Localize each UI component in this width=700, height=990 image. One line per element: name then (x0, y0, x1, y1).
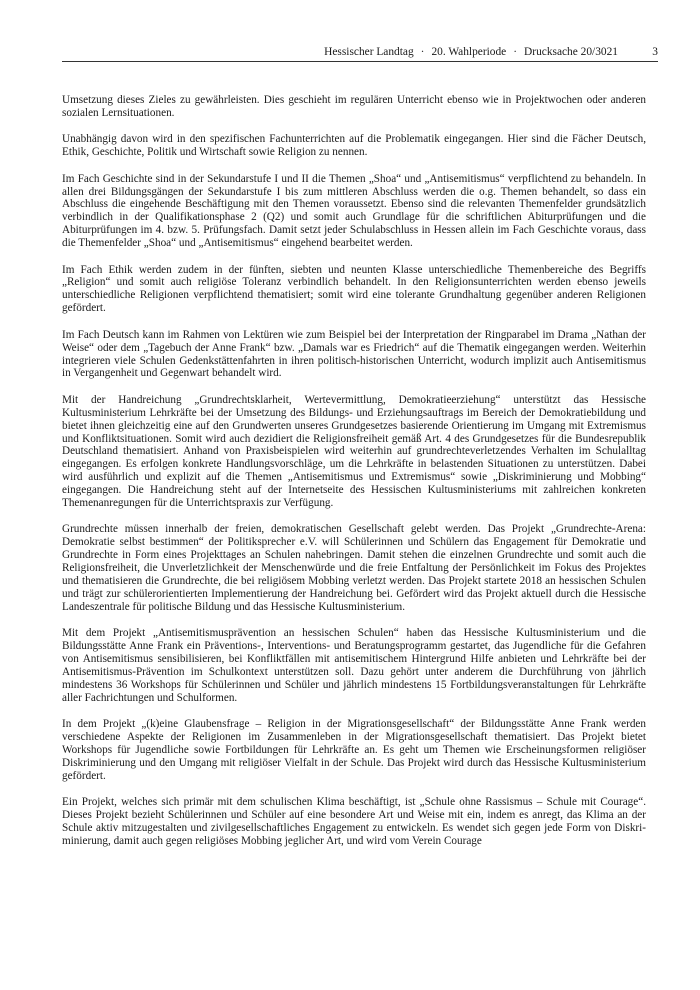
header-separator: · (513, 46, 518, 58)
body-text (62, 94, 646, 848)
paragraph: Im Fach Deutsch kann im Rahmen von Lektüren wie zum Beispiel bei der Interpretation der Ringparabel im Drama „Nathan der Weise“ oder dem „Tagebuch der Anne Frank“ bzw. „Damals war es Friedrich“ auf die Thematik eingegangen werden. Weiterhin integrieren viele Schulen Gedenkstättenfahrten in ihren politisch-historischen Unterricht, wodurch implizit auch Antisemitismus in Vergangenheit und Gegenwart behandelt wird. (62, 328, 646, 380)
header-separator: · (420, 46, 425, 58)
page-header (62, 45, 658, 61)
paragraph: In dem Projekt „(k)eine Glaubensfrage – Religion in der Migrationsgesellschaft“ der Bildungsstätte Anne Frank werden verschiedene Aspekte der Religionen im Zusammenleben in der Migrationsgesellschaft thematisiert. Das Projekt bietet Workshops für Jugendliche sowie Fortbildungen für Lehrkräfte an. Es geht um Themen wie Erscheinungsformen religiöser Diskriminierung und den Umgang mit religiöser Vielfalt in der Schule. Das Projekt wird durch das Hessische Kultusministerium gefördert. (62, 718, 646, 782)
header-parliament: Hessischer Landtag (324, 46, 414, 58)
header-rule (62, 61, 658, 62)
paragraph: Mit dem Projekt „Antisemitismusprävention an hessischen Schulen“ haben das Hessische Kultusministerium und die Bildungsstätte Anne Frank ein Präventions-, Interventions- und Beratungsprogramm gestartet, das Jugendliche für die Gefahren von Antisemitismus sensibilisieren, bei Konfliktfällen mit antisemitischem Hintergrund Hilfe anbieten und Lehrkräfte bei der Antisemitismus-Prävention im Schulkontext unterstützen soll. Dazu gehört unter anderem die Durchführung von jährlich mindestens 36 Workshops für Schülerinnen und Schüler und jährlich mindestens 15 Fortbildungsveranstaltungen für Lehrkräfte aller Fachrichtungen und Schulformen. (62, 627, 646, 704)
paragraph: Im Fach Geschichte sind in der Sekundarstufe I und II die Themen „Shoa“ und „Antisemitismus“ verpflichtend zu behandeln. In allen drei Bildungsgängen der Sekundarstufe I bis zum mittleren Abschluss werden die o.g. Themen behandelt, so dass ein Abschluss die eingehende Beschäftigung mit den Themen voraussetzt. Ebenso sind die relevanten Themenfelder grundsätzlich verbindlich in der Qualifikationsphase 2 (Q2) und somit auch Grundlage für die schriftlichen Abiturprüfungen und die Abiturprüfungen im 4. bzw. 5. Prüfungsfach. Damit setzt jeder Schulabschluss in Hessen allein im Fach Geschichte voraus, dass die Themenfelder „Shoa“ und „Antisemitismus“ eingehend bearbeitet werden. (62, 172, 646, 250)
page-number: 3 (652, 46, 658, 58)
paragraph: Im Fach Ethik werden zudem in der fünften, siebten und neunten Klasse unterschiedliche Themenbereiche des Begriffs „Religion“ und somit auch religiöse Toleranz verbindlich behandelt. In den Religionsunterrichten werden ebenso jeweils unterschiedliche Religionen verpflichtend thematisiert; somit wird eine tolerante Grundhaltung gegenüber anderen Religionen gefördert. (62, 263, 646, 315)
header-period: 20. Wahlperiode (431, 46, 507, 58)
paragraph: Mit der Handreichung „Grundrechtsklarheit, Wertevermittlung, Demokratieerziehung“ unterstützt das Hessische Kultusministerium Lehrkräfte bei der Umsetzung des Bildungs- und Erziehungsauftrags im Bereich der Demokratiebildung und bietet ihnen gleichzeitig eine auf den Grundwerten unseres Grundgesetzes basierende Orientierung im Umgang mit Extremismus und Konfliktsituationen. Somit wird auch dezidiert die Religionsfreiheit gemäß Art. 4 des Grundgesetzes für die Bundesrepublik Deutschland thematisiert. Anhand von Praxisbeispielen wird weiterhin auf grundrechteverletzendes Verhalten im Schulalltag eingegangen. Es erfolgen konkrete Handlungsvorschläge, um die Lehrkräfte in belastenden Situationen zu unterstützen. Dabei wird ausführlich und explizit auf die Themen „Antisemitismus und Extremismus“ sowie „Diskriminierung und Mobbing“ eingegangen. Die Handreichung steht auf der Internetseite des Hessischen Kultusministeriums mit zahlreichen konkreten Themenanregungen für die Unterrichtspraxis zur Verfügung. (62, 393, 646, 510)
paragraph: Ein Projekt, welches sich primär mit dem schulischen Klima beschäftigt, ist „Schule ohne Rassismus – Schule mit Courage“. Dieses Projekt bezieht Schülerinnen und Schüler auf eine besondere Art und Weise mit ein, indem es anregt, das Klima an der Schule aktiv mitzugestalten und zivilgesellschaftliches Engagement zu entwickeln. Es wendet sich gegen jede Form von Diskriminierung, damit auch gegen religiöses Mobbing jeglicher Art, und wird vom Verein Courage (62, 796, 646, 847)
paragraph: Umsetzung dieses Zieles zu gewährleisten. Dies geschieht im regulären Unterricht ebenso wie in Projektwochen oder anderen sozialen Lernsituationen. (62, 94, 646, 119)
header-document-number: Drucksache 20/3021 (524, 46, 618, 58)
paragraph: Unabhängig davon wird in den spezifischen Fachunterrichten auf die Problematik eingegangen. Hier sind die Fächer Deutsch, Ethik, Geschichte, Politik und Wirtschaft sowie Religion zu nennen. (62, 133, 646, 159)
paragraph: Grundrechte müssen innerhalb der freien, demokratischen Gesellschaft gelebt werden. Das Projekt „Grundrechte-Arena: Demokratie selbst bestimmen“ der Politiksprecher e.V. will Schülerinnen und Schülern das Engagement für Demokratie und Grundrechte in Form eines Projekttages an Schulen nahebringen. Damit stehen die einzelnen Grundrechte und somit auch die Religionsfreiheit, die Unverletzlichkeit der Menschenwürde und die freie Entfaltung der Persönlichkeit im Fokus des Projektes und thematisieren die Grundrechte, die bei religiösem Mobbing verletzt werden. Das Projekt startete 2018 an hessischen Schulen und trägt zur schülerorientierten Implementierung der Handreichung bei. Gefördert wird das Projekt aktuell durch die Hessische Landeszentrale für politische Bildung und das Hessische Kultusministerium. (62, 523, 646, 613)
header-info (62, 45, 618, 59)
